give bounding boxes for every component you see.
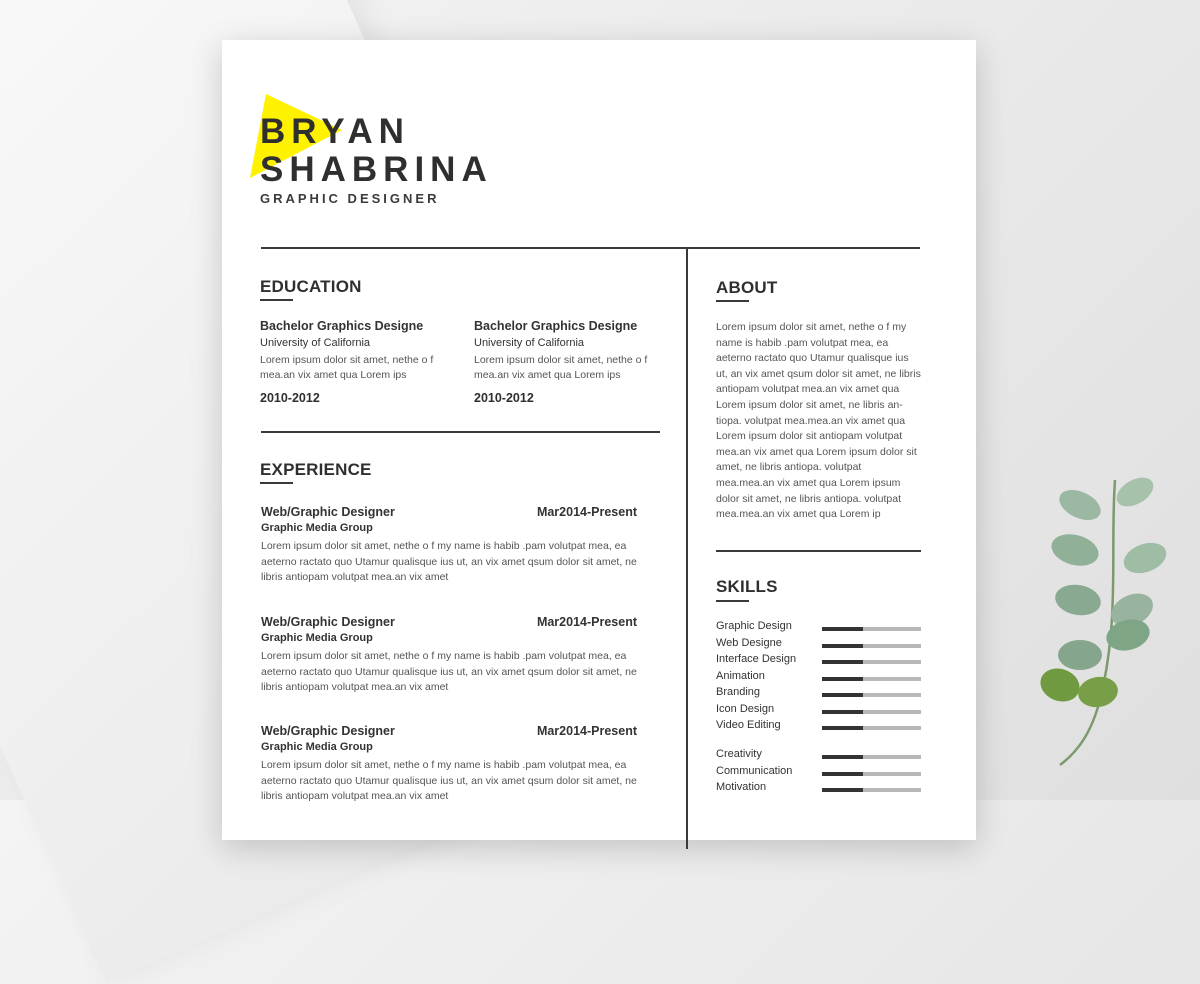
- skill-bar-fill: [822, 627, 863, 631]
- skill-bar: [822, 693, 921, 697]
- experience-item: [261, 615, 651, 696]
- skill-row: [716, 781, 921, 797]
- education-item: [474, 319, 674, 405]
- about-text: Lorem ipsum dolor sit amet, nethe o f my name is habib .pam volutpat mea, ea aeterno ractato quo Utamur qualisque ius ut, an vix amet qsum dolor sit amet, ne libris antiopam volutpat mea.an vix amet qua Lorem ipsum dolor sit amet, ne libris an-tiopa. volutpat mea.mea.an vix amet qua Lorem ipsum dolor sit antiopam volutpat mea.an vix amet qua Lorem ipsum dolor sit amet, ne libris antiopa. volutpat mea.mea.an vix amet qua Lorem ipsum dolor sit amet, ne libris antiopa. volutpat mea.mea.an vix amet qua Lorem ip: [716, 321, 921, 521]
- skills-underline: [716, 600, 749, 602]
- company: Graphic Media Group: [261, 741, 373, 753]
- skill-bar: [822, 660, 921, 664]
- education-divider: [261, 431, 660, 433]
- skill-bar: [822, 788, 921, 792]
- skill-row: [716, 703, 921, 719]
- skill-row: [716, 719, 921, 735]
- column-divider: [686, 249, 688, 849]
- experience-title: EXPERIENCE: [260, 460, 372, 479]
- skill-bar: [822, 677, 921, 681]
- skill-row: [716, 620, 921, 636]
- skill-label: Branding: [716, 686, 761, 698]
- job-description: Lorem ipsum dolor sit amet, nethe o f my name is habib .pam volutpat mea, ea aeterno ractato quo Utamur qualisque ius ut, an vix amet qsum dolor sit amet, ne libris antiopam volutpat mea.an vix amet: [261, 650, 637, 693]
- job-description: Lorem ipsum dolor sit amet, nethe o f my name is habib .pam volutpat mea, ea aeterno ractato quo Utamur qualisque ius ut, an vix amet qsum dolor sit amet, ne libris antiopam volutpat mea.an vix amet: [261, 759, 637, 802]
- company: Graphic Media Group: [261, 522, 373, 534]
- education-description: Lorem ipsum dolor sit amet, nethe o f mea.an vix amet qua Lorem ips: [474, 354, 648, 381]
- school: University of California: [474, 337, 585, 349]
- skill-row: [716, 637, 921, 653]
- skill-label: Animation: [716, 670, 765, 682]
- job-dates: Mar2014-Present: [536, 615, 637, 629]
- degree: Bachelor Graphics Designe: [474, 319, 638, 333]
- job-role: GRAPHIC DESIGNER: [260, 191, 440, 206]
- skill-label: Web Designe: [716, 637, 782, 649]
- skill-bar-fill: [822, 677, 863, 681]
- skill-bar-fill: [822, 693, 863, 697]
- skill-bar: [822, 755, 921, 759]
- skill-label: Icon Design: [716, 703, 775, 715]
- skill-label: Communication: [716, 765, 793, 777]
- about-title: ABOUT: [716, 278, 778, 297]
- education-item: [260, 319, 460, 405]
- skill-bar-fill: [822, 644, 863, 648]
- skill-bar: [822, 772, 921, 776]
- education-years: 2010-2012: [260, 391, 320, 405]
- skill-bar-fill: [822, 660, 863, 664]
- skill-bar: [822, 726, 921, 730]
- first-name: BRYAN: [260, 112, 410, 151]
- header-divider: [261, 247, 920, 249]
- skill-bar-fill: [822, 710, 863, 714]
- resume-page: [222, 40, 976, 840]
- job-dates: Mar2014-Present: [536, 724, 637, 738]
- last-name: SHABRINA: [260, 150, 493, 189]
- about-underline: [716, 300, 749, 302]
- skill-bar-fill: [822, 726, 863, 730]
- education-years: 2010-2012: [474, 391, 534, 405]
- company: Graphic Media Group: [261, 632, 373, 644]
- skill-bar-fill: [822, 772, 863, 776]
- skill-row: [716, 765, 921, 781]
- skill-label: Video Editing: [716, 719, 781, 731]
- job-description: Lorem ipsum dolor sit amet, nethe o f my name is habib .pam volutpat mea, ea aeterno ractato quo Utamur qualisque ius ut, an vix amet qsum dolor sit amet, ne libris antiopam volutpat mea.an vix amet: [261, 540, 637, 583]
- skill-row: [716, 748, 921, 764]
- job-title: Web/Graphic Designer: [261, 505, 395, 519]
- skills-title: SKILLS: [716, 577, 778, 596]
- education-title: EDUCATION: [260, 277, 362, 296]
- skill-bar: [822, 627, 921, 631]
- job-title: Web/Graphic Designer: [261, 615, 395, 629]
- education-underline: [260, 299, 293, 301]
- skill-row: [716, 653, 921, 669]
- education-description: Lorem ipsum dolor sit amet, nethe o f mea.an vix amet qua Lorem ips: [260, 354, 434, 381]
- skill-label: Graphic Design: [716, 620, 792, 632]
- skill-label: Creativity: [716, 748, 762, 760]
- skill-bar-fill: [822, 788, 863, 792]
- experience-underline: [260, 482, 293, 484]
- about-divider: [716, 550, 921, 552]
- job-dates: Mar2014-Present: [536, 505, 637, 519]
- school: University of California: [260, 337, 371, 349]
- experience-item: [261, 505, 651, 586]
- skill-label: Motivation: [716, 781, 767, 793]
- degree: Bachelor Graphics Designe: [260, 319, 424, 333]
- skill-label: Interface Design: [716, 653, 797, 665]
- job-title: Web/Graphic Designer: [261, 724, 395, 738]
- skill-bar: [822, 710, 921, 714]
- experience-item: [261, 724, 651, 805]
- skill-row: [716, 686, 921, 702]
- eucalyptus-plant-image: [1020, 470, 1190, 770]
- skill-bar-fill: [822, 755, 863, 759]
- skill-row: [716, 670, 921, 686]
- skill-bar: [822, 644, 921, 648]
